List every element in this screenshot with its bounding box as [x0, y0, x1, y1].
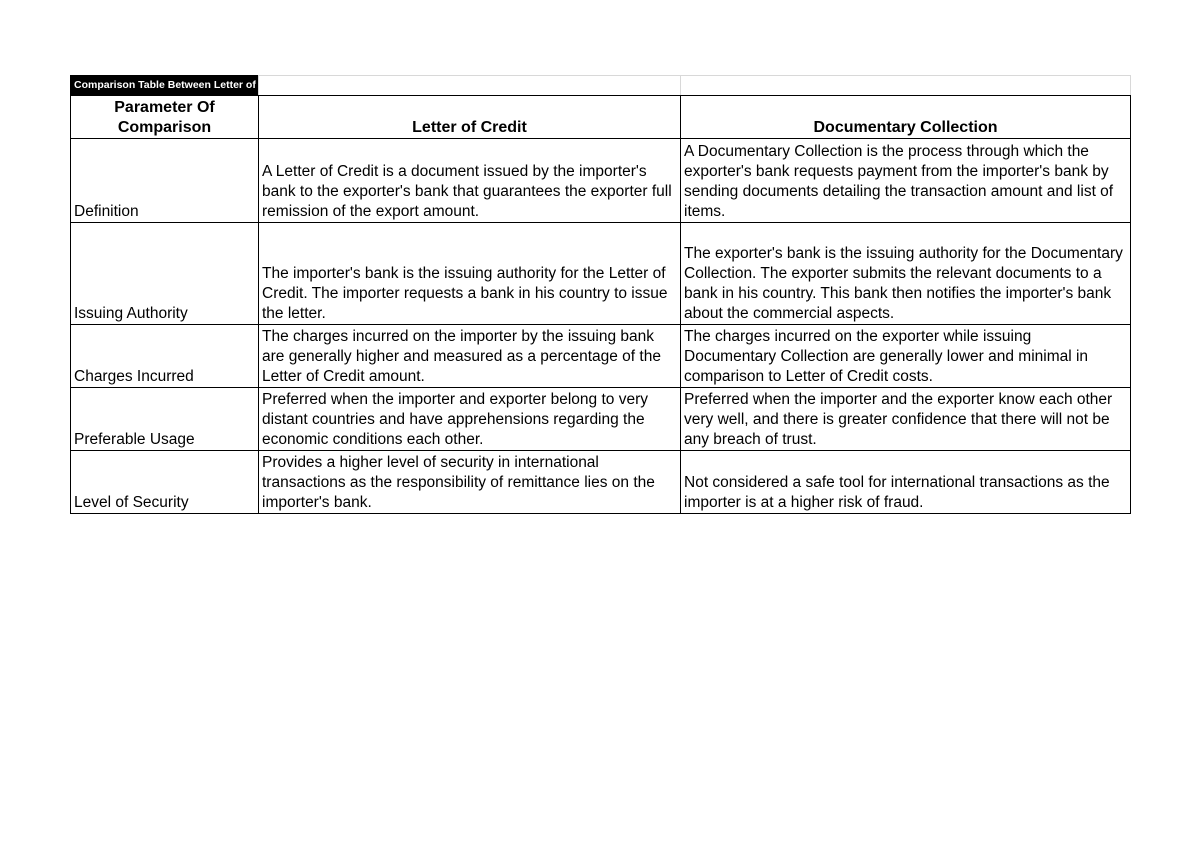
table-row	[71, 451, 1131, 514]
row-letter-of-credit[interactable]: The importer's bank is the issuing authority for the Letter of Credit. The importer requests a bank in his country to issue the letter.	[259, 223, 681, 325]
header-row	[71, 96, 1131, 139]
row-documentary-collection[interactable]: Preferred when the importer and the exporter know each other very well, and there is greater confidence that there will not be any breach of trust.	[681, 388, 1131, 451]
row-letter-of-credit[interactable]: A Letter of Credit is a document issued by the importer's bank to the exporter's bank that guarantees the exporter full remission of the export amount.	[259, 139, 681, 223]
row-parameter[interactable]: Level of Security	[71, 451, 259, 514]
row-parameter[interactable]: Issuing Authority	[71, 223, 259, 325]
title-cell[interactable]	[71, 76, 435, 96]
row-parameter[interactable]: Preferable Usage	[71, 388, 259, 451]
row-letter-of-credit[interactable]: Preferred when the importer and exporter belong to very distant countries and have apprehensions regarding the economic conditions each other.	[259, 388, 681, 451]
table-row	[71, 325, 1131, 388]
header-letter-of-credit[interactable]: Letter of Credit	[259, 96, 681, 139]
row-documentary-collection[interactable]: The exporter's bank is the issuing authority for the Documentary Collection. The exporter submits the relevant documents to a bank in his country. This bank then notifies the importer's bank about the commercial aspects.	[681, 223, 1131, 325]
table-row	[71, 388, 1131, 451]
table-title: Comparison Table Between Letter of Credit and Documentary Collection	[71, 76, 258, 95]
row-letter-of-credit[interactable]: Provides a higher level of security in international transactions as the responsibility of remittance lies on the importer's bank.	[259, 451, 681, 514]
row-letter-of-credit[interactable]: The charges incurred on the importer by the issuing bank are generally higher and measured as a percentage of the Letter of Credit amount.	[259, 325, 681, 388]
row-parameter[interactable]: Charges Incurred	[71, 325, 259, 388]
comparison-table	[70, 75, 1131, 514]
header-parameter[interactable]: Parameter Of Comparison	[71, 96, 259, 139]
spreadsheet-page	[70, 75, 1130, 514]
row-documentary-collection[interactable]: The charges incurred on the exporter while issuing Documentary Collection are generally lower and minimal in comparison to Letter of Credit costs.	[681, 325, 1131, 388]
row-documentary-collection[interactable]: A Documentary Collection is the process through which the exporter's bank requests payment from the importer's bank by sending documents detailing the transaction amount and list of items.	[681, 139, 1131, 223]
empty-cell[interactable]	[681, 76, 1131, 96]
row-parameter[interactable]: Definition	[71, 139, 259, 223]
table-row	[71, 223, 1131, 325]
row-documentary-collection[interactable]: Not considered a safe tool for international transactions as the importer is at a higher risk of fraud.	[681, 451, 1131, 514]
title-row	[71, 76, 1131, 96]
table-row	[71, 139, 1131, 223]
header-documentary-collection[interactable]: Documentary Collection	[681, 96, 1131, 139]
